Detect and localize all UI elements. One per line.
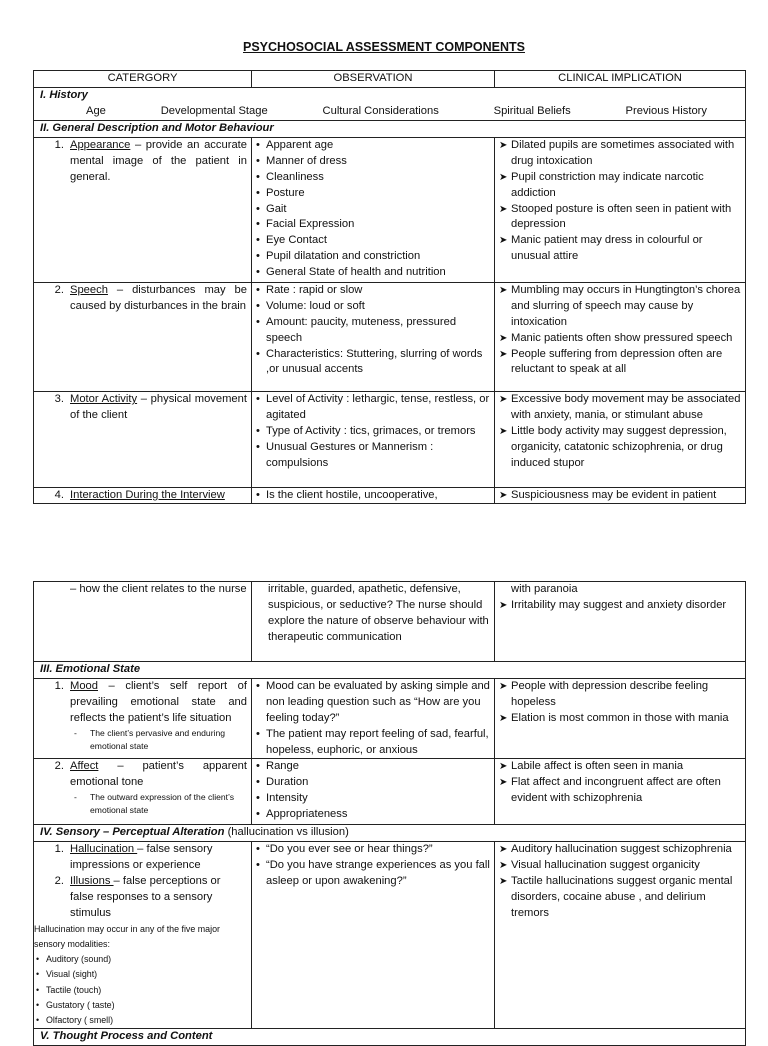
term-illusions: Illusions	[70, 875, 114, 888]
list-item: • Cleanliness	[256, 170, 490, 186]
row-appearance	[34, 137, 746, 282]
list-item: ➤ Manic patient may dress in colourful or unusual attire	[499, 233, 741, 265]
bullet-icon: •	[256, 843, 260, 856]
list-item: • Facial Expression	[256, 217, 490, 233]
header-category: CATERGORY	[34, 71, 252, 88]
obs-list-appearance	[256, 138, 490, 281]
arrow-bullet-icon: ➤	[499, 712, 508, 724]
history-items	[34, 104, 745, 120]
obs-interaction: irritable, guarded, apathetic, defensive, suspicious, or seductive? The nurse should explore the nature of observe behaviour with therapeutic communication	[252, 582, 495, 662]
bullet-icon: •	[256, 440, 260, 453]
row-number: 1.	[54, 138, 64, 151]
desc-mood: – client’s self report of prevailing emotional state and reflects the patient’s life situation	[70, 679, 247, 724]
arrow-bullet-icon: ➤	[499, 393, 508, 405]
arrow-bullet-icon: ➤	[499, 235, 508, 247]
section-general-description	[34, 121, 746, 138]
arrow-bullet-icon: ➤	[499, 332, 508, 344]
list-item: • Is the client hostile, uncooperative,	[256, 488, 490, 504]
obs-list-affect	[256, 759, 490, 823]
bullet-icon: •	[256, 347, 260, 360]
list-item: • Range	[256, 759, 490, 775]
list-item: • Gait	[256, 202, 490, 218]
bullet-icon: •	[256, 392, 260, 405]
bullet-icon: •	[256, 138, 260, 151]
list-item: • General State of health and nutrition	[256, 265, 490, 281]
impl-list-appearance	[499, 138, 741, 265]
assessment-table-part-2	[33, 581, 746, 1046]
list-item: ➤ Auditory hallucination suggest schizophrenia	[499, 842, 741, 858]
row-interaction-continued	[34, 582, 746, 662]
list-item: • Type of Activity : tics, grimaces, or tremors	[256, 424, 490, 440]
bullet-icon: •	[256, 299, 260, 312]
arrow-bullet-icon: ➤	[499, 844, 508, 856]
section-history	[34, 88, 746, 121]
list-item: • Eye Contact	[256, 233, 490, 249]
list-item: • Gustatory ( taste)	[34, 998, 247, 1013]
obs-list-motor	[256, 392, 490, 472]
list-item: ➤ Irritability may suggest and anxiety disorder	[499, 598, 741, 614]
section-sensory-title: IV. Sensory – Perceptual Alteration	[40, 826, 225, 839]
bullet-icon: •	[256, 234, 260, 247]
page-title: PSYCHOSOCIAL ASSESSMENT COMPONENTS	[243, 40, 525, 54]
list-item: ➤ Pupil constriction may indicate narcotic addiction	[499, 170, 741, 202]
list-item: ➤ Dilated pupils are sometimes associated with drug intoxication	[499, 138, 741, 170]
list-item: • “Do you have strange experiences as you fall asleep or upon awakening?”	[256, 858, 490, 890]
bullet-icon: •	[256, 792, 260, 805]
sub-mood: The client’s pervasive and enduring emotional state	[90, 727, 226, 751]
arrow-bullet-icon: ➤	[499, 860, 508, 872]
term-hallucination: Hallucination	[70, 843, 138, 856]
bullet-icon: •	[256, 154, 260, 167]
assessment-table-part-1	[33, 70, 746, 504]
history-item-age: Age	[86, 104, 106, 117]
list-item: • Pupil dilatation and constriction	[256, 249, 490, 265]
bullet-icon: •	[256, 760, 260, 773]
section-history-title: I. History	[40, 89, 88, 101]
arrow-bullet-icon: ➤	[499, 139, 508, 151]
list-item: • Auditory (sound)	[34, 952, 247, 967]
section-general-title: II. General Description and Motor Behaviour	[34, 121, 746, 138]
list-item: • Characteristics: Stuttering, slurring of words ,or unusual accents	[256, 347, 490, 379]
arrow-bullet-icon: ➤	[499, 425, 508, 437]
list-item: • Volume: loud or soft	[256, 299, 490, 315]
row-speech: 2. Speech – disturbances may be caused by disturbances in the brain • Rate : rapid or slow • Volume: loud or soft • Amount: paucity, muteness, pressured speech • Characteristics: Stuttering, slurring of words ,or unusual accents ➤ Mumbling may occurs in Hungtington’s chorea and slurring of speech may cause by intoxication ➤ Manic patients often show pressured speech ➤ People suffering from depression often are reluctant to speak at all	[34, 282, 746, 391]
impl-list-motor	[499, 392, 741, 472]
arrow-bullet-icon: ➤	[499, 761, 508, 773]
list-item: ➤ Excessive body movement may be associated with anxiety, mania, or stimulant abuse	[499, 392, 741, 424]
section-emotional-title: III. Emotional State	[34, 662, 746, 679]
header-clinical-implication: CLINICAL IMPLICATION	[495, 71, 746, 88]
list-item: ➤ Elation is most common in those with mania	[499, 711, 741, 727]
term-interaction: Interaction During the Interview	[70, 488, 225, 501]
term-motor-activity: Motor Activity	[70, 392, 138, 405]
list-item: ➤ Manic patients often show pressured speech	[499, 331, 741, 347]
term-affect: Affect	[70, 760, 99, 773]
bullet-icon: •	[256, 808, 260, 821]
bullet-icon: •	[36, 969, 40, 980]
section-thought-title: V. Thought Process and Content	[34, 1029, 746, 1046]
bullet-icon: •	[36, 954, 40, 965]
row-affect: 2. Affect – patient’s apparent emotional tone - The outward expression of the client’s emotional state • Range • Duration • Intensity • Appropriateness ➤ Labile affect is often seen in mania ➤ Flat affect and incongruent affect are often evident with schizophrenia	[34, 759, 746, 825]
modalities-list	[34, 952, 247, 1028]
list-item: ➤ Little body activity may suggest depression, organicity, catatonic schizophrenia, or drug induced stupor	[499, 424, 741, 472]
arrow-bullet-icon: ➤	[499, 203, 508, 215]
impl-list-mood	[499, 679, 741, 727]
row-sensory: 1. Hallucination – false sensory impressions or experience 2. Illusions – false perceptions or false responses to a sensory stimulus Hallucination may occur in any of the five major sensory modalities: • Auditory (sound) • Visual (sight) • Tactile (touch) • Gustatory ( taste) • Olfactory ( smell) • “Do you ever see or hear things?” • “Do you have strange experiences as you fall asleep or upon awakening?” ➤ Auditory hallucination suggest schizophrenia ➤ Visual hallucination suggest organicity ➤ Tactile hallucinations suggest organic mental disorders, cocaine abuse , and delirium tremors	[34, 842, 746, 1029]
impl-interaction-cont: with paranoia	[511, 583, 578, 595]
term-mood: Mood	[70, 679, 98, 692]
arrow-bullet-icon: ➤	[499, 348, 508, 360]
bullet-icon: •	[256, 859, 260, 872]
obs-list-sensory	[256, 842, 490, 890]
bullet-icon: •	[256, 170, 260, 183]
bullet-icon: •	[256, 424, 260, 437]
row-motor-activity: 3. Motor Activity – physical movement of the client • Level of Activity : lethargic, tense, restless, or agitated • Type of Activity : tics, grimaces, or tremors • Unusual Gestures or Mannerism : compulsions ➤ Excessive body movement may be associated with anxiety, mania, or stimulant abuse ➤ Little body activity may suggest depression, organicity, catatonic schizophrenia, or drug induced stupor	[34, 391, 746, 487]
desc-speech: – disturbances may be caused by disturbances in the brain	[70, 283, 247, 312]
term-speech: Speech	[70, 283, 108, 296]
list-item: • Tactile (touch)	[34, 983, 247, 998]
arrow-bullet-icon: ➤	[499, 171, 508, 183]
list-item: ➤ Flat affect and incongruent affect are often evident with schizophrenia	[499, 775, 741, 807]
list-item: • The patient may report feeling of sad, fearful, hopeless, euphoric, or anxious	[256, 727, 490, 759]
bullet-icon: •	[36, 1015, 40, 1026]
list-item: • Unusual Gestures or Mannerism : compulsions	[256, 440, 490, 472]
list-item: • Mood can be evaluated by asking simple and non leading question such as “How are you feeling today?”	[256, 679, 490, 727]
bullet-icon: •	[256, 776, 260, 789]
list-item: • “Do you ever see or hear things?”	[256, 842, 490, 858]
list-item: ➤ Suspiciousness may be evident in patient	[499, 488, 741, 504]
bullet-icon: •	[256, 250, 260, 263]
section-emotional-state	[34, 662, 746, 679]
bullet-icon: •	[256, 727, 260, 740]
list-item: ➤ Mumbling may occurs in Hungtington’s chorea and slurring of speech may cause by intoxication	[499, 283, 741, 331]
row-interaction-top: 4. Interaction During the Interview • Is the client hostile, uncooperative, ➤ Suspiciousness may be evident in patient	[34, 487, 746, 503]
bullet-icon: •	[256, 283, 260, 296]
list-item: ➤ People with depression describe feeling hopeless	[499, 679, 741, 711]
arrow-bullet-icon: ➤	[499, 489, 508, 501]
list-item: ➤ Tactile hallucinations suggest organic mental disorders, cocaine abuse , and delirium tremors	[499, 874, 741, 922]
table-header-row	[34, 71, 746, 88]
impl-list-speech	[499, 283, 741, 378]
bullet-icon: •	[256, 488, 260, 501]
bullet-icon: •	[256, 186, 260, 199]
modalities-note: Hallucination may occur in any of the five major sensory modalities: • Auditory (sound) • Visual (sight) • Tactile (touch) • Gustatory ( taste) • Olfactory ( smell)	[34, 922, 247, 1028]
list-item: ➤ Visual hallucination suggest organicity	[499, 858, 741, 874]
desc-motor-activity: – physical movement of the client	[70, 392, 247, 421]
list-item: ➤ Labile affect is often seen in mania	[499, 759, 741, 775]
arrow-bullet-icon: ➤	[499, 680, 508, 692]
bullet-icon: •	[256, 315, 260, 328]
list-item: • Apparent age	[256, 138, 490, 154]
header-observation: OBSERVATION	[252, 71, 495, 88]
list-item: • Amount: paucity, muteness, pressured speech	[256, 315, 490, 347]
history-item-spiritual: Spiritual Beliefs	[493, 104, 571, 117]
sub-affect: The outward expression of the client’s emotional state	[90, 792, 235, 816]
term-appearance: Appearance	[70, 138, 131, 151]
bullet-icon: •	[256, 266, 260, 279]
arrow-bullet-icon: ➤	[499, 777, 508, 789]
list-item: • Posture	[256, 186, 490, 202]
obs-list-mood	[256, 679, 490, 759]
arrow-bullet-icon: ➤	[499, 599, 508, 611]
bullet-icon: •	[256, 679, 260, 692]
list-item: ➤ People suffering from depression often are reluctant to speak at all	[499, 347, 741, 379]
desc-interaction: – how the client relates to the nurse	[70, 583, 247, 595]
section-sensory-subtitle: (hallucination vs illusion)	[224, 826, 349, 839]
impl-list-affect	[499, 759, 741, 807]
bullet-icon: •	[36, 999, 40, 1010]
obs-list-speech	[256, 283, 490, 378]
history-item-cultural: Cultural Considerations	[322, 104, 439, 117]
bullet-icon: •	[256, 202, 260, 215]
list-item: • Rate : rapid or slow	[256, 283, 490, 299]
bullet-icon: •	[256, 218, 260, 231]
list-item: • Olfactory ( smell)	[34, 1013, 247, 1028]
list-item: • Level of Activity : lethargic, tense, restless, or agitated	[256, 392, 490, 424]
desc-appearance: – provide an accurate mental image of the patient in general.	[70, 138, 247, 183]
list-item: • Manner of dress	[256, 154, 490, 170]
desc-affect: – patient’s apparent emotional tone	[70, 760, 247, 789]
impl-list-sensory	[499, 842, 741, 922]
list-item: ➤ Stooped posture is often seen in patient with depression	[499, 202, 741, 234]
list-item: • Visual (sight)	[34, 967, 247, 982]
arrow-bullet-icon: ➤	[499, 876, 508, 888]
history-item-previous: Previous History	[625, 104, 707, 117]
row-mood: 1. Mood – client’s self report of prevailing emotional state and reflects the patient’s life situation - The client’s pervasive and enduring emotional state • Mood can be evaluated by asking simple and non leading question such as “How are you feeling today?” • The patient may report feeling of sad, fearful, hopeless, euphoric, or anxious ➤ People with depression describe feeling hopeless ➤ Elation is most common in those with mania	[34, 678, 746, 759]
section-thought-process	[34, 1029, 746, 1046]
bullet-icon: •	[36, 984, 40, 995]
section-sensory-perceptual	[34, 825, 746, 842]
list-item: • Appropriateness	[256, 807, 490, 823]
history-item-developmental-stage: Developmental Stage	[160, 104, 268, 117]
arrow-bullet-icon: ➤	[499, 284, 508, 296]
list-item: • Intensity	[256, 791, 490, 807]
list-item: • Duration	[256, 775, 490, 791]
